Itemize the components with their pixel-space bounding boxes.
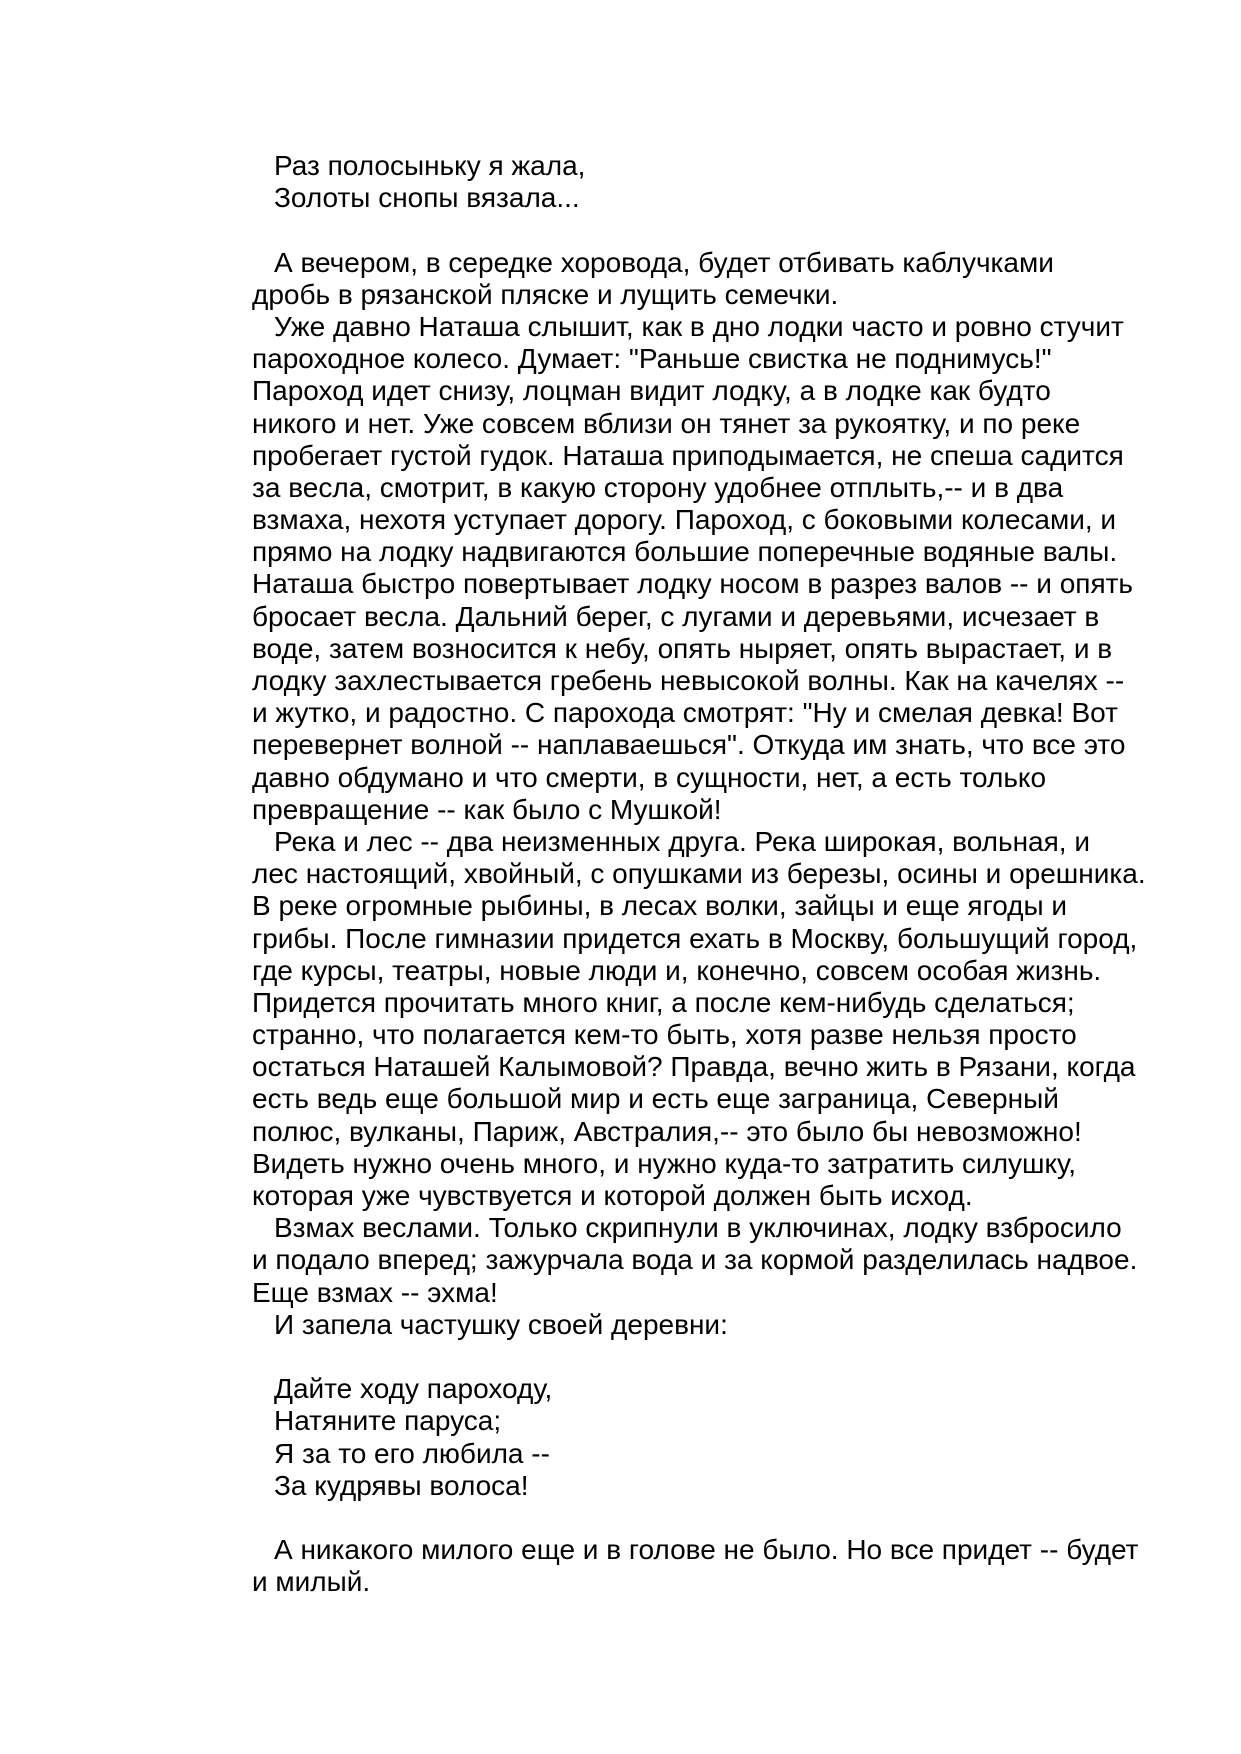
text-line: и милый. (252, 1566, 371, 1598)
text-line: давно обдумано и что смерти, в сущности, нет, а есть только (252, 761, 1047, 793)
text-line: Видеть нужно очень много, и нужно куда-то затратить силушку, (252, 1147, 1077, 1179)
text-line: дробь в рязанской пляске и лущить семечки. (252, 278, 839, 310)
text-line: никого и нет. Уже совсем вблизи он тянет за рукоятку, и по реке (252, 407, 1081, 439)
text-line: В реке огромные рыбины, в лесах волки, зайцы и еще ягоды и (252, 890, 1068, 922)
text-line: и жутко, и радостно. С парохода смотрят: "Ну и смелая девка! Вот (252, 697, 1118, 729)
text-line: А никакого милого еще и в голове не было. Но все придет -- будет (274, 1534, 1139, 1566)
text-line: остаться Наташей Калымовой? Правда, вечно жить в Рязани, когда (252, 1051, 1136, 1083)
text-line: где курсы, театры, новые люди и, конечно, совсем особая жизнь. (252, 954, 1102, 986)
text-line: Пароход идет снизу, лоцман видит лодку, а в лодке как будто (252, 375, 1051, 407)
text-line: пробегает густой гудок. Наташа приподымается, не спеша садится (252, 439, 1124, 471)
text-line: перевернет волной -- наплаваешься". Откуда им знать, что все это (252, 729, 1126, 761)
text-line: Я за то его любила -- (274, 1437, 550, 1469)
text-line: лес настоящий, хвойный, с опушками из березы, осины и орешника. (252, 858, 1146, 890)
text-line: и подало вперед; зажурчала вода и за кормой разделилась надвое. (252, 1244, 1138, 1276)
text-line: которая уже чувствуется и которой должен быть исход. (252, 1180, 973, 1211)
text-line: прямо на лодку надвигаются большие поперечные водяные валы. (252, 536, 1118, 568)
text-line: бросает весла. Дальний берег, с лугами и деревьями, исчезает в (252, 600, 1100, 632)
blank-line (252, 214, 1152, 246)
text-line: Наташа быстро повертывает лодку носом в разрез валов -- и опять (252, 568, 1134, 600)
text-line: Взмах веслами. Только скрипнули в уключинах, лодку взбросило (274, 1212, 1122, 1244)
text-line: есть ведь еще большой мир и есть еще заграница, Северный (252, 1083, 1059, 1115)
text-line: А вечером, в середке хоровода, будет отбивать каблучками (274, 246, 1054, 278)
text-line: полюс, вулканы, Париж, Австралия,-- это было бы невозможно! (252, 1115, 1082, 1147)
text-line: Золоты снопы вязала... (274, 182, 580, 214)
text-line: Река и лес -- два неизменных друга. Река широкая, вольная, и (274, 825, 1090, 857)
text-line: за весла, смотрит, в какую сторону удобнее отплыть,-- и в два (252, 471, 1064, 503)
text-line: грибы. После гимназии придется ехать в Москву, большущий город, (252, 922, 1138, 954)
text-line: Уже давно Наташа слышит, как в дно лодки часто и ровно стучит (274, 310, 1124, 342)
text-line: И запела частушку своей деревни: (274, 1308, 728, 1340)
text-line: странно, что полагается кем-то быть, хотя разве нельзя просто (252, 1019, 1077, 1051)
text-line: лодку захлестывается гребень невысокой волны. Как на качелях -- (252, 665, 1125, 696)
text-line: пароходное колесо. Думает: "Раньше свистка не поднимусь!" (252, 343, 1052, 375)
blank-line (252, 1341, 1152, 1373)
text-line: Придется прочитать много книг, а после кем-нибудь сделаться; (252, 986, 1075, 1018)
text-line: Раз полосыньку я жала, (274, 150, 586, 181)
body-text (252, 150, 1152, 1598)
text-line: взмаха, нехотя уступает дорогу. Пароход, с боковыми колесами, и (252, 504, 1117, 536)
blank-line (252, 1502, 1152, 1534)
text-line: воде, затем возносится к небу, опять ныряет, опять вырастает, и в (252, 632, 1113, 664)
text-line: Натяните паруса; (274, 1405, 502, 1437)
text-line: За кудрявы волоса! (274, 1469, 529, 1501)
text-line: превращение -- как было с Мушкой! (252, 793, 722, 825)
text-line: Дайте ходу пароходу, (274, 1373, 553, 1405)
text-line: Еще взмах -- эхма! (252, 1276, 498, 1308)
